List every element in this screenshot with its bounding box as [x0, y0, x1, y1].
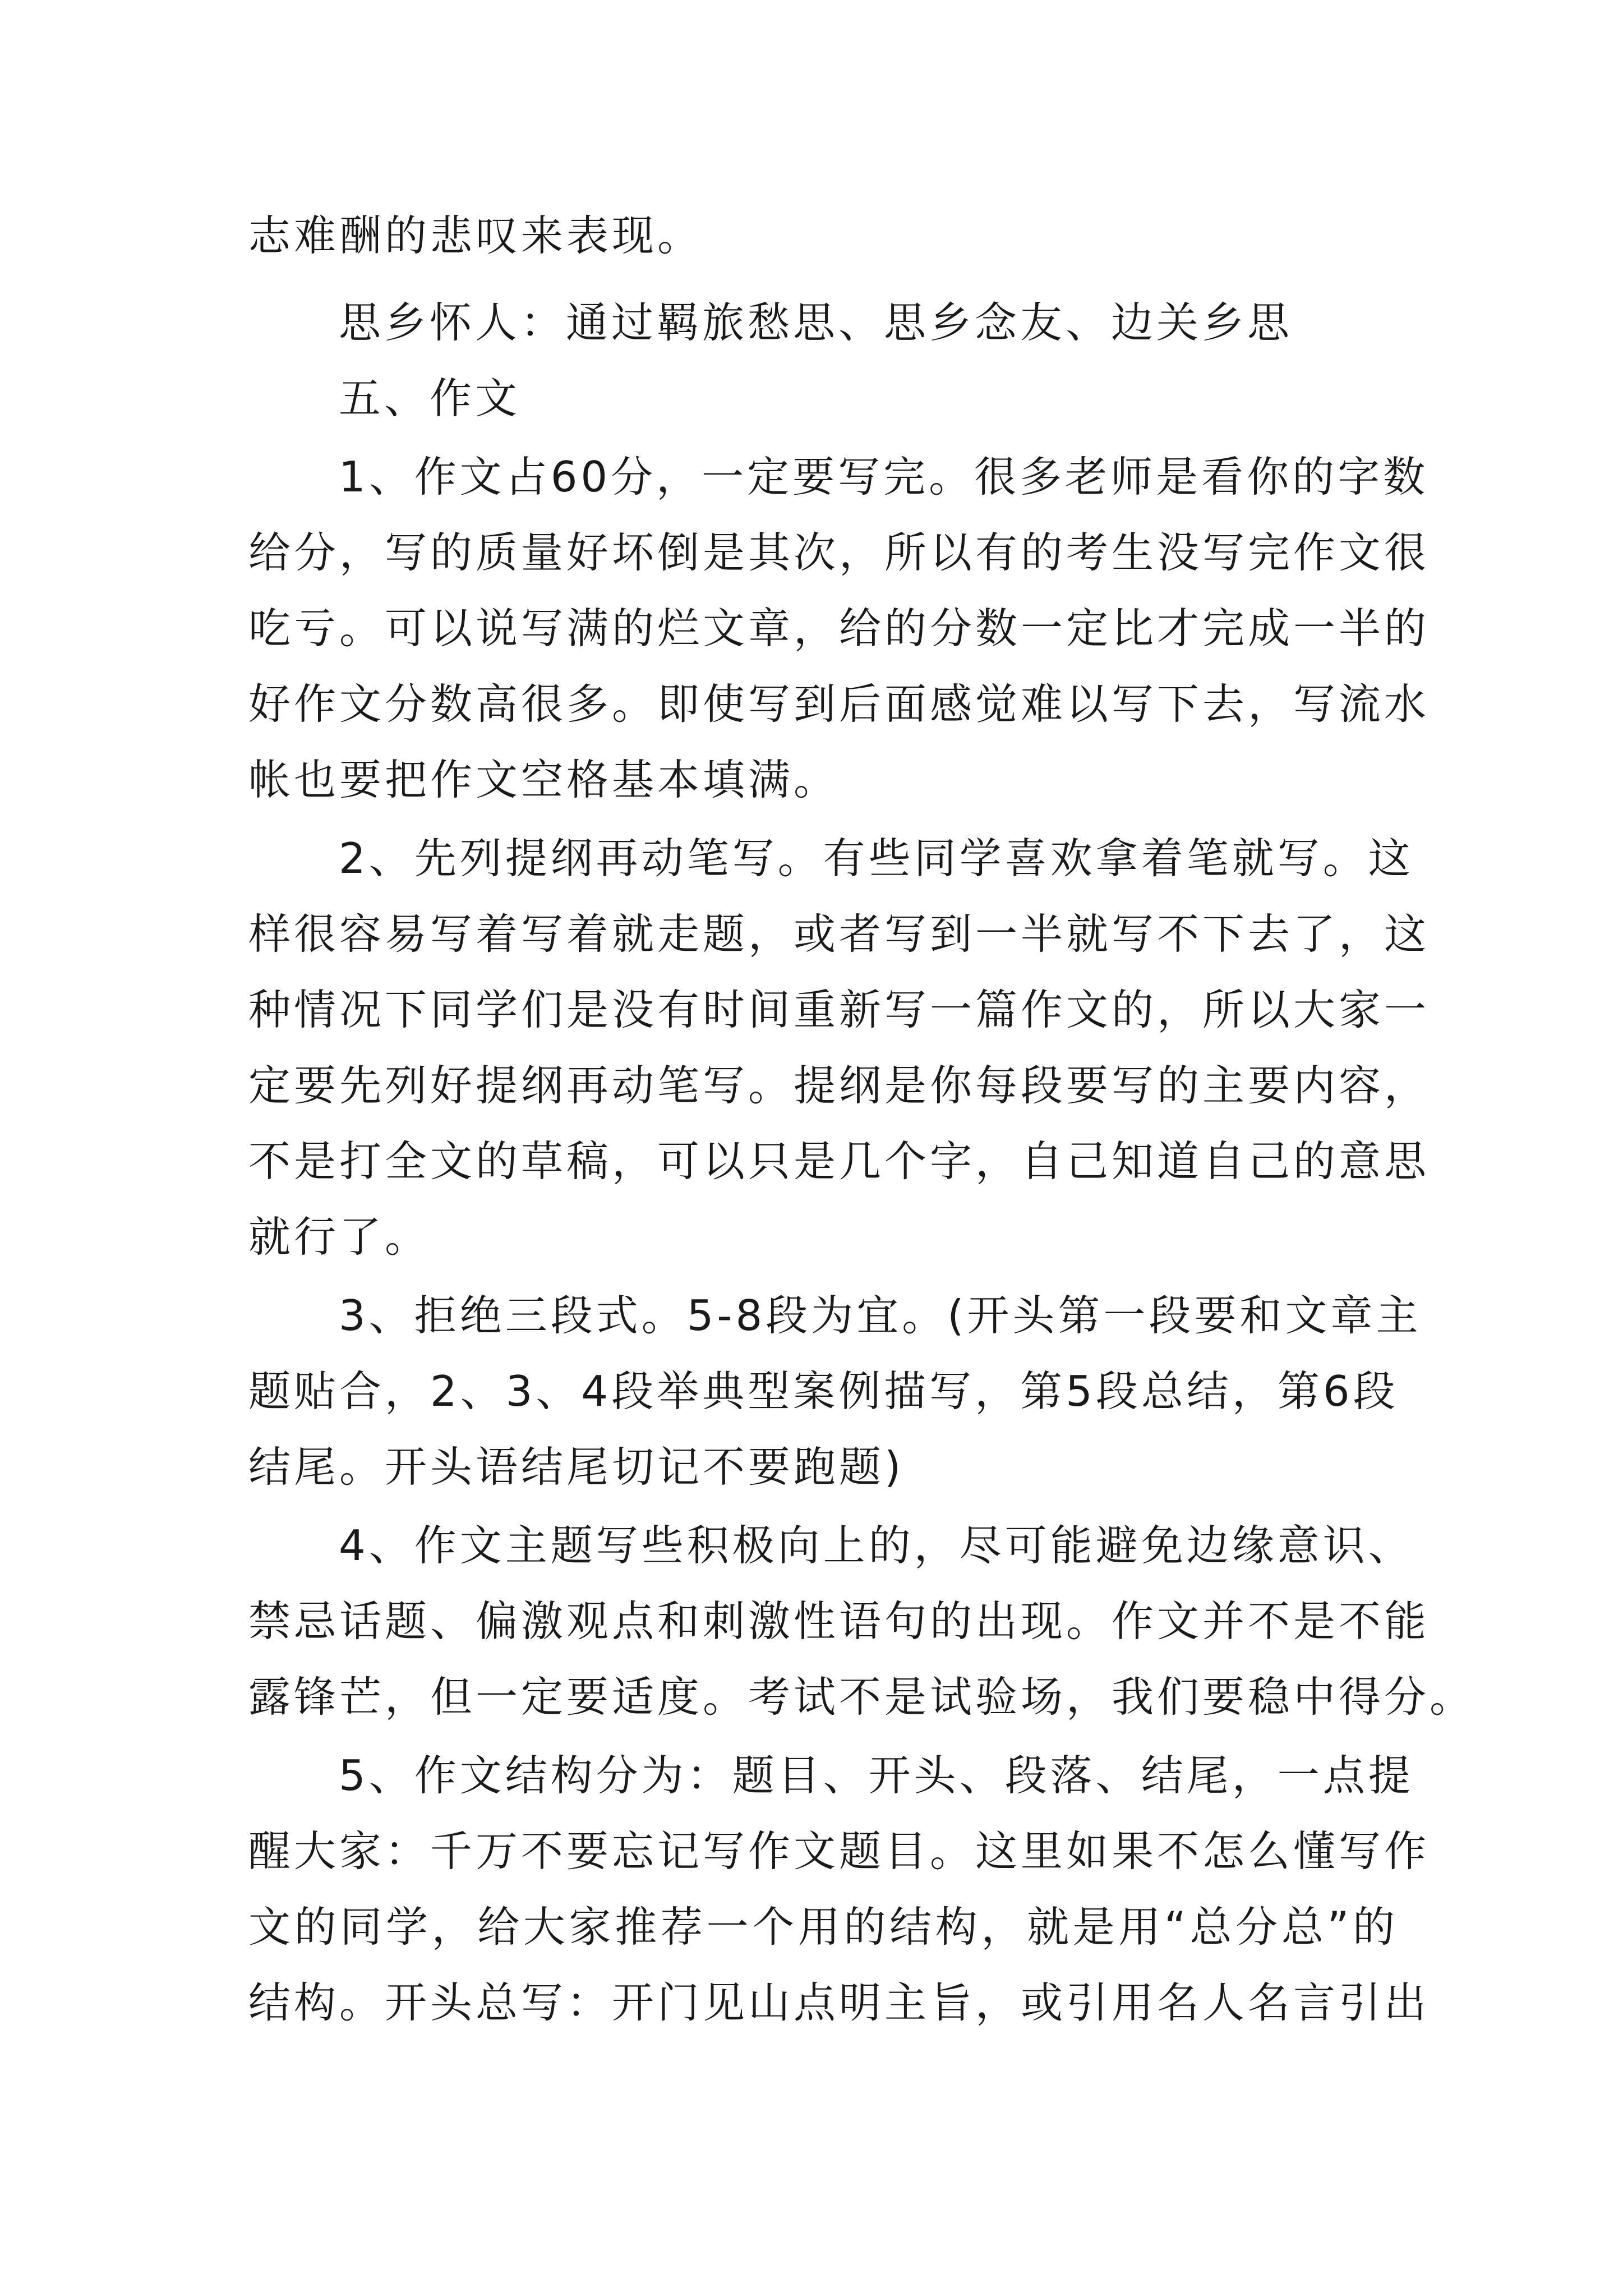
text-line-19: 禁忌话题、偏激观点和刺激性语句的出现。作文并不是不能 — [248, 1596, 1430, 1646]
text-line-1: 志难酬的悲叹来表现。 — [248, 211, 703, 260]
text-line-17: 结尾。开头语结尾切记不要跑题) — [248, 1442, 905, 1492]
text-line-8: 帐也要把作文空格基本填满。 — [248, 755, 840, 804]
text-line-23: 文的同学，给大家推荐一个用的结构，就是用“总分总”的 — [248, 1902, 1398, 1952]
text-line-6: 吃亏。可以说写满的烂文章，给的分数一定比才完成一半的 — [248, 604, 1430, 653]
text-line-14: 就行了。 — [248, 1212, 431, 1262]
text-line-18: 4、作文主题写些积极向上的，尽可能避免边缘意识、 — [339, 1521, 1414, 1570]
text-line-22: 醒大家：千万不要忘记写作文题目。这里如果不怎么懂写作 — [248, 1826, 1430, 1876]
text-line-15: 3、拒绝三段式。5-8段为宜。(开头第一段要和文章主 — [339, 1291, 1422, 1340]
text-line-21: 5、作文结构分为：题目、开头、段落、结尾，一点提 — [339, 1751, 1414, 1800]
text-line-5: 给分，写的质量好坏倒是其次，所以有的考生没写完作文很 — [248, 528, 1430, 577]
text-line-20: 露锋芒，但一定要适度。考试不是试验场，我们要稳中得分。 — [248, 1672, 1476, 1722]
text-line-7: 好作文分数高很多。即使写到后面感觉难以写下去，写流水 — [248, 679, 1430, 729]
text-line-2: 思乡怀人：通过羁旅愁思、思乡念友、边关乡思 — [339, 298, 1293, 347]
text-line-16: 题贴合，2、3、4段举典型案例描写，第5段总结，第6段 — [248, 1366, 1399, 1416]
text-line-4: 1、作文占60分，一定要写完。很多老师是看你的字数 — [339, 452, 1429, 501]
text-line-12: 定要先列好提纲再动笔写。提纲是你每段要写的主要内容， — [248, 1061, 1430, 1110]
section-heading-composition: 五、作文 — [339, 374, 521, 423]
text-line-11: 种情况下同学们是没有时间重新写一篇作文的，所以大家一 — [248, 985, 1430, 1034]
text-line-9: 2、先列提纲再动笔写。有些同学喜欢拿着笔就写。这 — [339, 834, 1414, 883]
text-line-24: 结构。开头总写：开门见山点明主旨，或引用名人名言引出 — [248, 1978, 1430, 2027]
text-line-13: 不是打全文的草稿，可以只是几个字，自己知道自己的意思 — [248, 1137, 1430, 1186]
text-line-10: 样很容易写着写着就走题，或者写到一半就写不下去了，这 — [248, 909, 1430, 959]
